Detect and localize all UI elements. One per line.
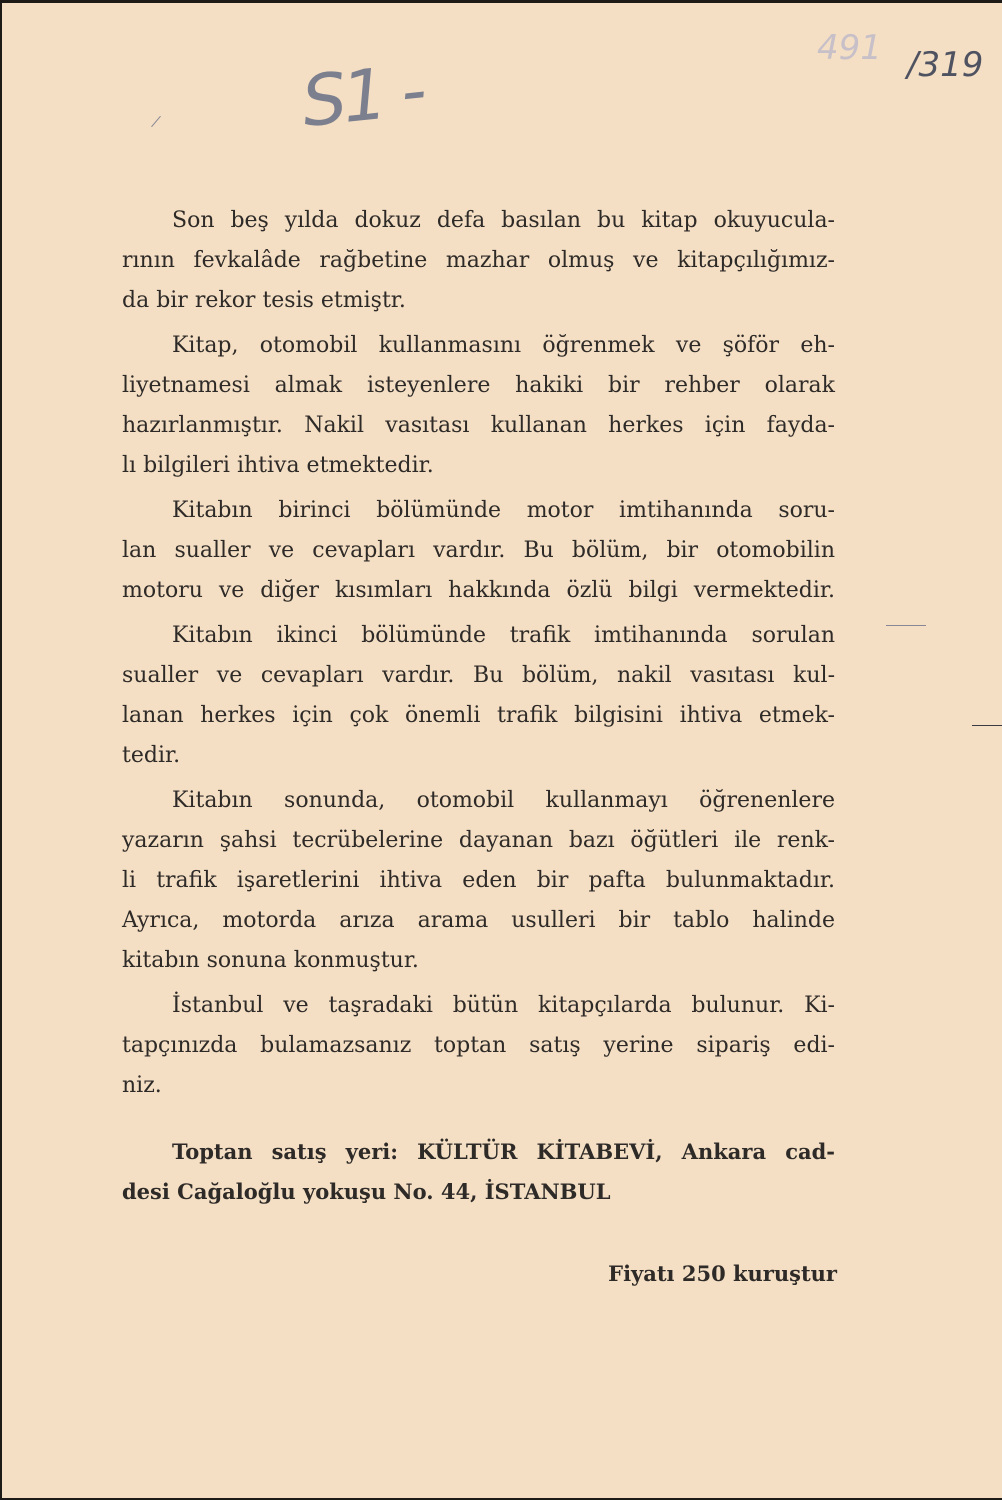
margin-tick-edge (972, 725, 1002, 726)
text-line: Ayrıca, motorda arıza arama usulleri bir tablo halinde (122, 908, 835, 933)
text-line: Toptan satış yeri: KÜLTÜR KİTABEVİ, Ankara cad- (172, 1139, 835, 1164)
margin-tick-right (886, 625, 926, 626)
text-line: motoru ve diğer kısımları hakkında özlü bilgi vermektedir. (122, 578, 835, 603)
text-line: yazarın şahsi tecrübelerine dayanan bazı öğütleri ile renk- (122, 828, 835, 853)
paragraph-6 (122, 986, 835, 1106)
paragraph-2 (122, 326, 835, 486)
text-line: hazırlanmıştır. Nakil vasıtası kullanan herkes için fayda- (122, 413, 835, 438)
text-line: tapçınızda bulamazsanız toptan satış yerine sipariş edi- (122, 1033, 835, 1058)
body-text (122, 201, 835, 1217)
text-line: Kitap, otomobil kullanmasını öğrenmek ve şöför eh- (172, 333, 835, 358)
text-line: lı bilgileri ihtiva etmektedir. (122, 453, 434, 478)
handwritten-code: S1 - (298, 48, 427, 144)
text-line: Kitabın ikinci bölümünde trafik imtihanında sorulan (172, 623, 835, 648)
text-line: lan sualler ve cevapları vardır. Bu bölüm, bir otomobilin (122, 538, 835, 563)
text-line: liyetnamesi almak isteyenlere hakiki bir rehber olarak (122, 373, 835, 398)
text-line: lanan herkes için çok önemli trafik bilgisini ihtiva etmek- (122, 703, 835, 728)
text-line: li trafik işaretlerini ihtiva eden bir pafta bulunmaktadır. (122, 868, 835, 893)
paragraph-1 (122, 201, 835, 321)
wholesale-info (122, 1132, 835, 1212)
handwritten-folio-number: /319 (907, 45, 984, 85)
text-line: da bir rekor tesis etmiştr. (122, 288, 406, 313)
text-line: rının fevkalâde rağbetine mazhar olmuş ve kitapçılığımız- (122, 248, 835, 273)
paragraph-3 (122, 491, 835, 611)
text-line: Kitabın birinci bölümünde motor imtihanında soru- (172, 498, 835, 523)
text-line: kitabın sonuna konmuştur. (122, 948, 419, 973)
text-line: niz. (122, 1073, 162, 1098)
paragraph-4 (122, 616, 835, 776)
text-line: tedir. (122, 743, 181, 768)
pencil-stroke (151, 116, 161, 127)
text-line: sualler ve cevapları vardır. Bu bölüm, nakil vasıtası kul- (122, 663, 835, 688)
price-line: Fiyatı 250 kuruştur (608, 1261, 837, 1286)
text-line: İstanbul ve taşradaki bütün kitapçılarda bulunur. Ki- (172, 993, 835, 1018)
text-line: Son beş yılda dokuz defa basılan bu kitap okuyucula- (172, 208, 835, 233)
handwritten-faint-number: 491 (817, 28, 882, 68)
paragraph-5 (122, 781, 835, 981)
text-line: Kitabın sonunda, otomobil kullanmayı öğrenenlere (172, 788, 835, 813)
text-line: desi Cağaloğlu yokuşu No. 44, İSTANBUL (122, 1179, 611, 1204)
